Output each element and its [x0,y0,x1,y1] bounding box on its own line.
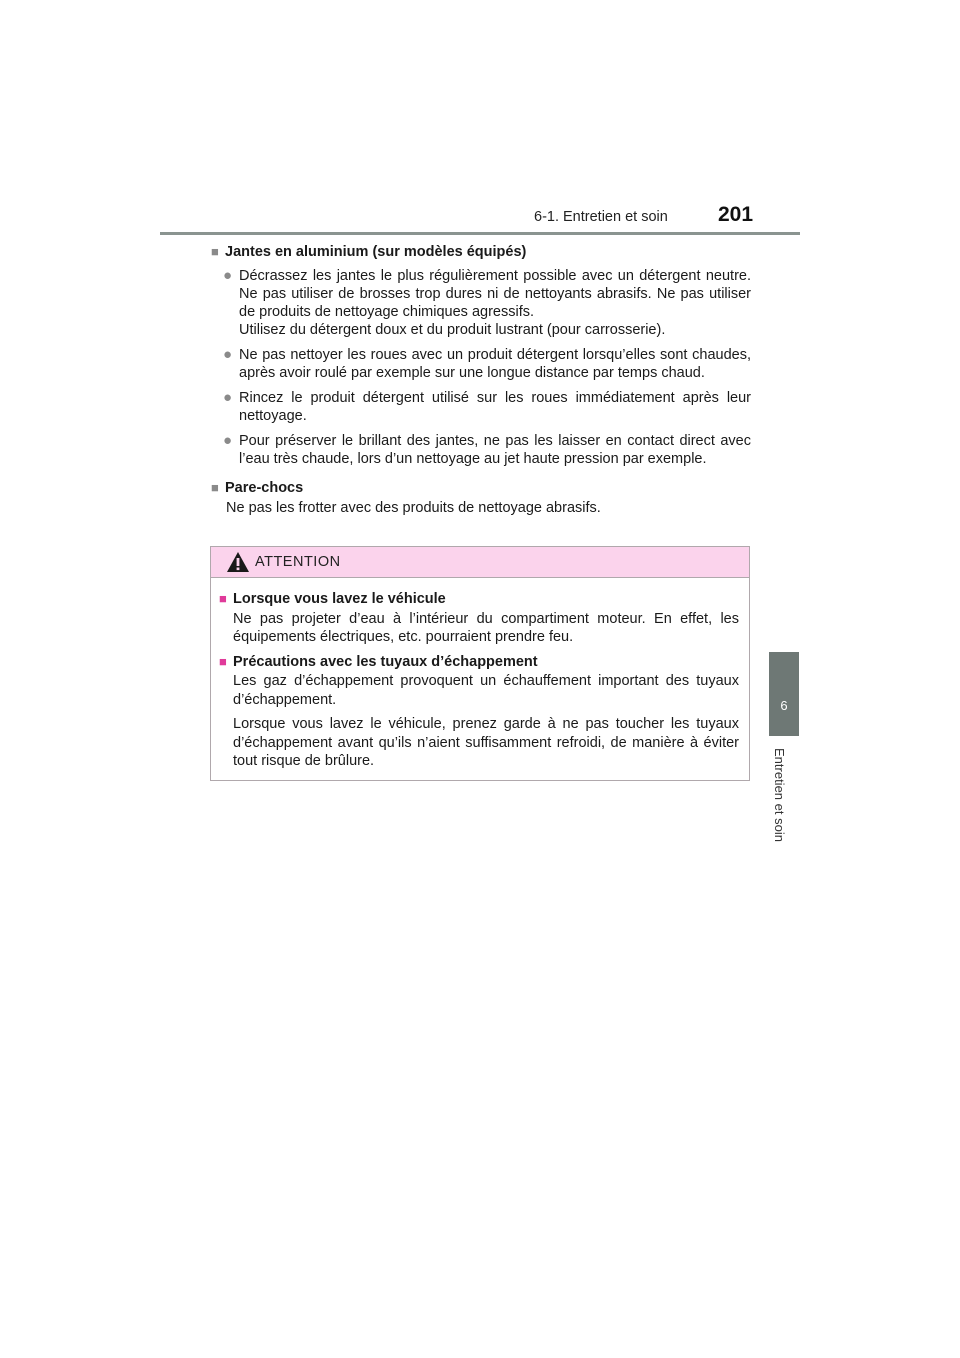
main-content [211,243,751,517]
heading-text: Précautions avec les tuyaux d’échappement [233,653,538,670]
paragraph: Les gaz d’échappement provoquent un échauffement important des tuyaux d’échappement. [233,673,739,708]
warning-body [211,578,749,771]
chapter-tab-number[interactable]: 6 [769,676,799,736]
side-tab-top [769,652,799,676]
page-number: 201 [718,203,754,226]
list-item [211,267,751,339]
list-item-text: Ne pas nettoyer les roues avec un produit détergent lorsqu’elles sont chaudes, après avoir roulé par exemple sur une longue distance par temps chaud. [239,347,751,381]
section-heading [211,479,751,497]
circle-bullet-icon: ● [223,346,233,363]
square-bullet-icon: ■ [211,244,219,259]
list-item-text [239,267,751,339]
list-item-text: Rincez le produit détergent utilisé sur les roues immédiatement après leur nettoyage. [239,390,751,424]
circle-bullet-icon: ● [223,267,233,284]
circle-bullet-icon: ● [223,389,233,406]
bullet-extra-text: Utilisez du détergent doux et du produit lustrant (pour carrosserie). [239,322,666,338]
square-bullet-icon: ■ [219,591,227,606]
bullet-text: Décrassez les jantes le plus régulièrement possible avec un détergent neutre. Ne pas utiliser de brosses trop dures ni de nettoyants abrasifs. Ne pas utiliser de produits de nettoyage chimiques agressifs. [239,268,751,320]
warning-header [211,547,749,578]
list-item [211,389,751,425]
header-divider [160,232,800,235]
list-item [211,432,751,468]
section-title: 6-1. Entretien et soin [534,209,668,225]
square-bullet-icon: ■ [211,480,219,495]
circle-bullet-icon: ● [223,432,233,449]
warning-triangle-icon [226,551,250,573]
heading-text: Pare-chocs [225,480,304,496]
heading-text: Lorsque vous lavez le véhicule [233,591,446,607]
chapter-tab-label: Entretien et soin [772,748,787,842]
heading-text: Jantes en aluminium (sur modèles équipés) [225,244,527,260]
list-item [211,346,751,382]
warning-item-heading [219,590,739,609]
warning-box [210,546,750,781]
list-item-text: Pour préserver le brillant des jantes, ne pas les laisser en contact direct avec l’eau très chaude, lors d’un nettoyage au jet haute pression par exemple. [239,433,751,467]
paragraph: Ne pas projeter d’eau à l’intérieur du compartiment moteur. En effet, les équipements électriques, etc. pourraient prendre feu. [233,610,739,645]
square-bullet-icon: ■ [219,653,227,669]
warning-title: ATTENTION [255,554,341,570]
section-heading [211,243,751,261]
paragraph: Ne pas les frotter avec des produits de nettoyage abrasifs. [226,500,601,516]
warning-item-heading [219,653,739,672]
paragraph: Lorsque vous lavez le véhicule, prenez garde à ne pas toucher les tuyaux d’échappement avant qu’ils n’aient suffisamment refroidi, de manière à éviter tout risque de brûlure. [233,716,739,769]
